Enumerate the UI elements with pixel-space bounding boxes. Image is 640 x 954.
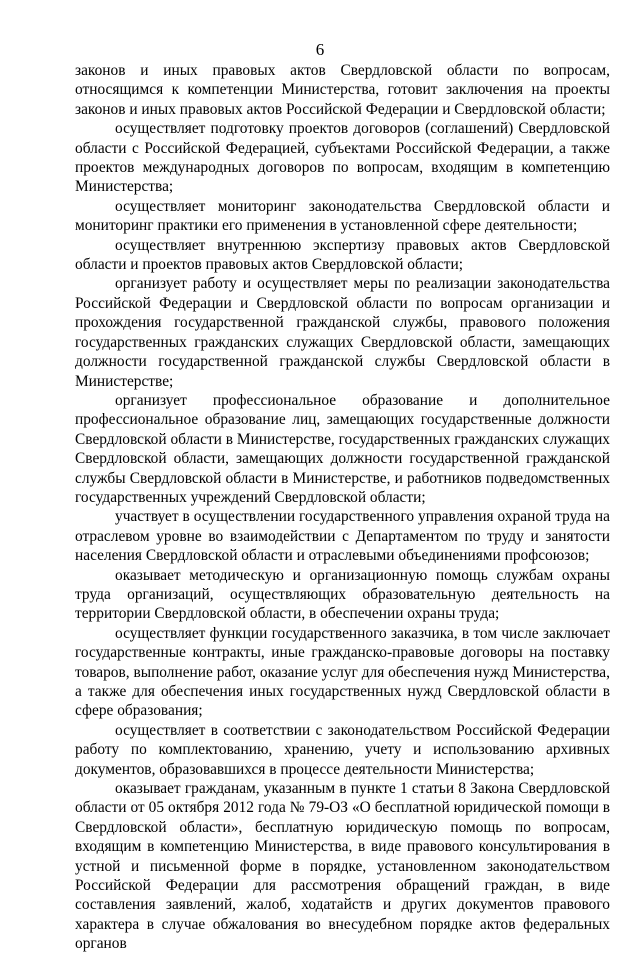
paragraph-free-legal-aid: оказывает гражданам, указанным в пункте 1 статьи 8 Закона Свердловской области от 05 октября 2012 года № 79-ОЗ «О бесплатной юридической помощи в Свердловской области», бесплатную юридическую помощь по вопросам, входящим в компетенцию Министерства, в виде правового консультирования в устной и письменной форме в порядке, установленном законодательством Российской Федерации для рассмотрения обращений граждан, в виде составления заявлений, жалоб, ходатайств и других документов правового характера в случае обжалования во внесудебном порядке актов федеральных органов — [75, 780, 610, 953]
paragraph-civil-service: организует работу и осуществляет меры по реализации законодательства Российской Федерации и Свердловской области по вопросам организации и прохождения государственной гражданской службы, правового положения государственных гражданских служащих Свердловской области, замещающих должности государственной гражданской службы Свердловской области в Министерстве; — [75, 275, 610, 390]
paragraph-labor-protection-management: участвует в осуществлении государственного управления охраной труда на отраслевом уровне во взаимодействии с Департаментом по труду и занятости населения Свердловской области и отраслевыми объединениями профсоюзов; — [75, 508, 610, 565]
paragraph-legislation-monitoring: осуществляет мониторинг законодательства Свердловской области и мониторинг практики его применения в установленной сфере деятельности; — [75, 197, 610, 235]
paragraph-legal-expertise: осуществляет внутреннюю экспертизу правовых актов Свердловской области и проектов правовых актов Свердловской области; — [75, 236, 610, 274]
page-number: 6 — [315, 40, 325, 59]
paragraph-treaty-drafts: осуществляет подготовку проектов договоров (соглашений) Свердловской области с Российской Федерацией, субъектами Российской Федерации, а также проектов международных договоров по вопросам, входящим в компетенцию Министерства; — [75, 120, 610, 196]
paragraph-archives: осуществляет в соответствии с законодательством Российской Федерации работу по комплектованию, хранению, учету и использованию архивных документов, образовавшихся в процессе деятельности Министерства; — [75, 721, 610, 778]
paragraph-continuation: законов и иных правовых актов Свердловской области по вопросам, относящимся к компетенции Министерства, готовит заключения на проекты законов и иных правовых актов Российской Федерации и Свердловской области; — [75, 62, 610, 118]
paragraph-labor-protection-assistance: оказывает методическую и организационную помощь службам охраны труда организаций, осуществляющих образовательную деятельность на территории Свердловской области, в обеспечении охраны труда; — [75, 566, 610, 623]
paragraph-state-customer: осуществляет функции государственного заказчика, в том числе заключает государственные контракты, иные гражданско-правовые договоры на поставку товаров, выполнение работ, оказание услуг для обеспечения нужд Министерства, а также для обеспечения иных государственных нужд Свердловской области в сфере образования; — [75, 624, 610, 720]
document-body — [75, 61, 610, 954]
paragraph-professional-education: организует профессиональное образование и дополнительное профессиональное образование лиц, замещающих государственные должности Свердловской области в Министерстве, государственных гражданских служащих Свердловской области, замещающих должности государственной гражданской службы Свердловской области в Министерстве, и работников подведомственных государственных учреждений Свердловской области; — [75, 391, 610, 506]
